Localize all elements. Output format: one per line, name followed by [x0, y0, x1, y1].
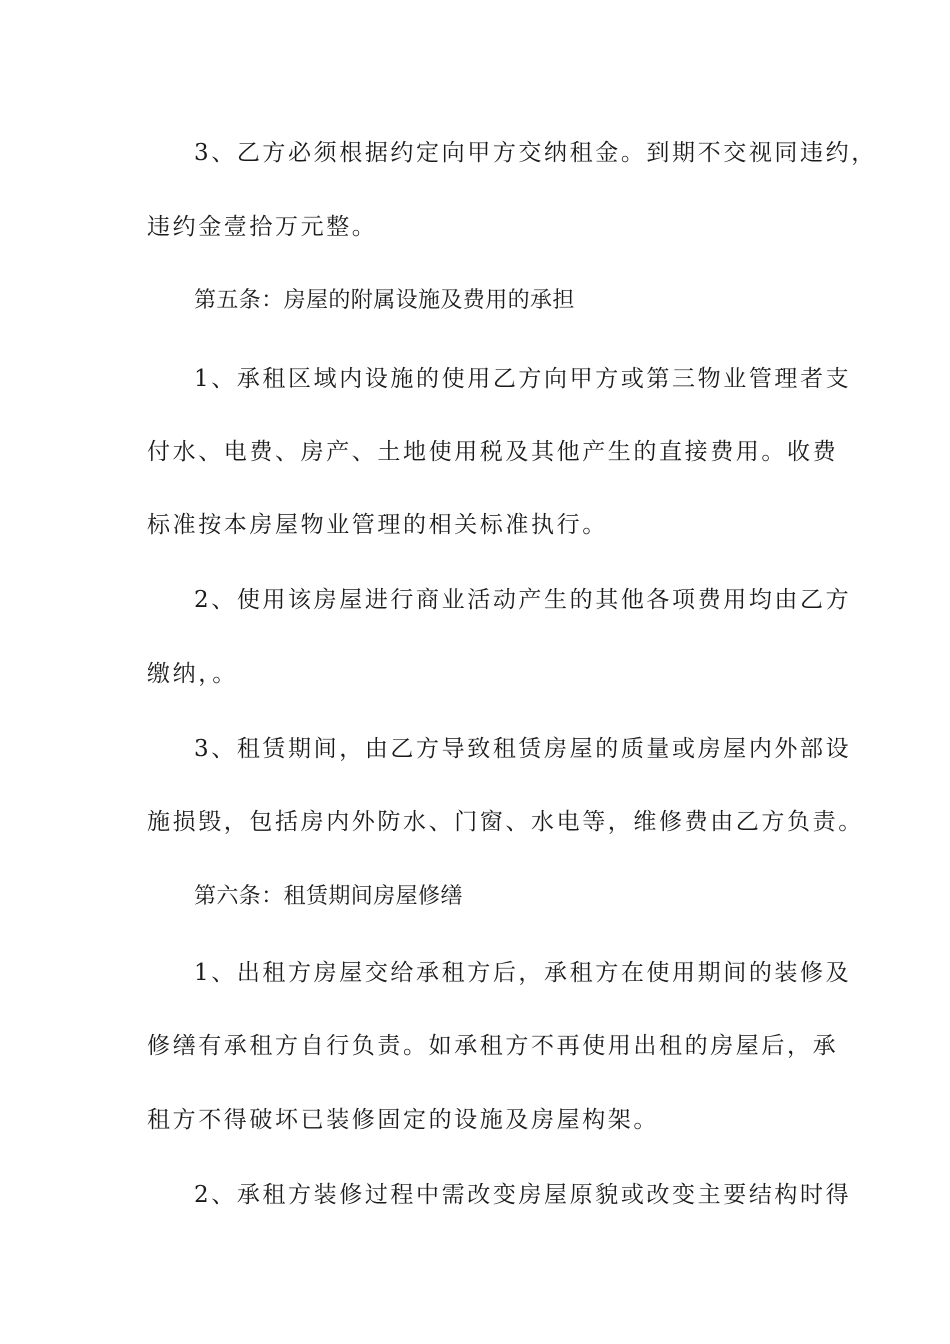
paragraph-line: 付水、电费、房产、土地使用税及其他产生的直接费用。收费 — [147, 439, 839, 465]
paragraph-line: 违约金壹拾万元整。 — [147, 214, 378, 240]
paragraph-line: 3、租赁期间，由乙方导致租赁房屋的质量或房屋内外部设 — [194, 736, 852, 762]
section-heading-6: 第六条：租赁期间房屋修缮 — [194, 884, 463, 909]
paragraph-line: 施损毁，包括房内外防水、门窗、水电等，维修费由乙方负责。 — [147, 809, 864, 835]
section-heading-5: 第五条：房屋的附属设施及费用的承担 — [194, 288, 575, 313]
paragraph-line: 修缮有承租方自行负责。如承租方不再使用出租的房屋后，承 — [147, 1033, 839, 1059]
paragraph-line: 3、乙方必须根据约定向甲方交纳租金。到期不交视同违约， — [194, 140, 877, 166]
paragraph-line: 缴纳，。 — [147, 661, 238, 687]
paragraph-line: 2、承租方装修过程中需改变房屋原貌或改变主要结构时得 — [194, 1182, 852, 1208]
paragraph-line: 标准按本房屋物业管理的相关标准执行。 — [147, 512, 608, 538]
paragraph-line: 租方不得破坏已装修固定的设施及房屋构架。 — [147, 1107, 659, 1133]
paragraph-line: 2、使用该房屋进行商业活动产生的其他各项费用均由乙方 — [194, 587, 852, 613]
paragraph-line: 1、出租方房屋交给承租方后，承租方在使用期间的装修及 — [194, 960, 852, 986]
paragraph-line: 1、承租区域内设施的使用乙方向甲方或第三物业管理者支 — [194, 366, 852, 392]
